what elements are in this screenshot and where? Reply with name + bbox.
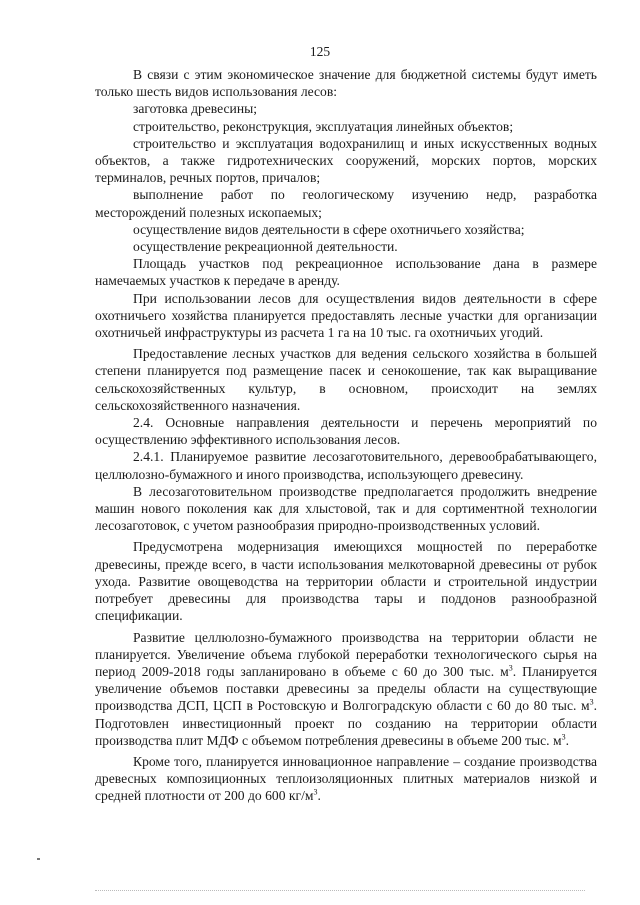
pulp-text-1: Развитие целлюлозно-бумажного производства на территории области не планируется. Увеличение объема глубокой переработки технологического сырья на период 2009-2018 годы запланировано в объеме с 60 до 300 тыс. м	[95, 629, 597, 679]
document-body	[95, 66, 597, 805]
innovation-text-2: .	[317, 788, 321, 804]
list-item-linear-objects: строительство, реконструкция, эксплуатация линейных объектов;	[133, 118, 514, 134]
pulp-text-2: . Планируется увеличение объемов поставки древесины за пределы области на существующие производства ДСП, ЦСП в Ростовскую и Волгоградскую области с 60 до 80 тыс. м	[95, 663, 597, 714]
section-heading-2-4-1: 2.4.1. Планируемое развитие лесозаготовительного, деревообрабатывающего, целлюлозно-бумажного и иного производства, использующего древесину.	[95, 449, 597, 482]
superscript-cubic-2: 3	[589, 697, 594, 707]
paragraph-modernization: Предусмотрена модернизация имеющихся мощностей по переработке древесины, прежде всего, в части использования мелкотоварной древесины от рубок ухода. Развитие овощеводства на территории области и строительной индустрии потребует древесины для производства тары и поддонов разнообразной спецификации.	[95, 539, 597, 624]
paragraph-logging: В лесозаготовительном производстве предполагается продолжить внедрение машин нового поколения как для хлыстовой, так и для сортиментной технологии лесозаготовок, с учетом разнообразия природно-производственных условий.	[95, 483, 597, 534]
innovation-text-1: Кроме того, планируется инновационное направление – создание производства древесных композиционных теплоизоляционных плитных материалов низкой и средней плотности от 200 до 600 кг/м	[95, 753, 597, 804]
pulp-text-4: .	[565, 732, 569, 748]
paragraph-recreation-area: Площадь участков под рекреационное использование дана в размере намечаемых участков к передаче в аренду.	[95, 256, 597, 289]
list-item-recreation: осуществление рекреационной деятельности.	[133, 239, 398, 255]
paragraph-pulp-paper	[95, 629, 597, 749]
pulp-text-3: . Подготовлен инвестиционный проект по созданию на территории области производства плит МДФ с объемом потребления древесины в объеме 200 тыс. м	[95, 698, 597, 748]
paragraph-intro: В связи с этим экономическое значение для бюджетной системы будут иметь только шесть видов использования лесов:	[95, 67, 597, 100]
superscript-cubic-1: 3	[508, 663, 513, 673]
list-item-hunting: осуществление видов деятельности в сфере охотничьего хозяйства;	[133, 221, 525, 237]
paragraph-hunting-use: При использовании лесов для осуществления видов деятельности в сфере охотничьего хозяйства планируется предоставлять лесные участки для организации охотничьей инфраструктуры из расчета 1 га на 10 тыс. га охотничьих угодий.	[95, 290, 597, 341]
paragraph-agriculture: Предоставление лесных участков для ведения сельского хозяйства в большей степени планируется под размещение пасек и сенокошение, так как выращивание сельскохозяйственных культур, в основном, происходит на землях сельскохозяйственного назначения.	[95, 346, 597, 413]
superscript-cubic-4: 3	[313, 787, 318, 797]
list-item-reservoirs: строительство и эксплуатация водохранилищ и иных искусственных водных объектов, а также гидротехнических сооружений, морских портов, морских терминалов, речных портов, причалов;	[95, 135, 597, 186]
list-item-timber: заготовка древесины;	[133, 101, 258, 117]
superscript-cubic-3: 3	[561, 732, 566, 742]
scan-mark	[37, 858, 40, 860]
paragraph-innovation	[95, 753, 597, 805]
page-number: 125	[309, 44, 331, 59]
list-item-geology: выполнение работ по геологическому изучению недр, разработка месторождений полезных ископаемых;	[95, 187, 597, 220]
section-heading-2-4: 2.4. Основные направления деятельности и перечень мероприятий по осуществлению эффективного использования лесов.	[95, 415, 597, 448]
bottom-rule	[95, 890, 585, 891]
